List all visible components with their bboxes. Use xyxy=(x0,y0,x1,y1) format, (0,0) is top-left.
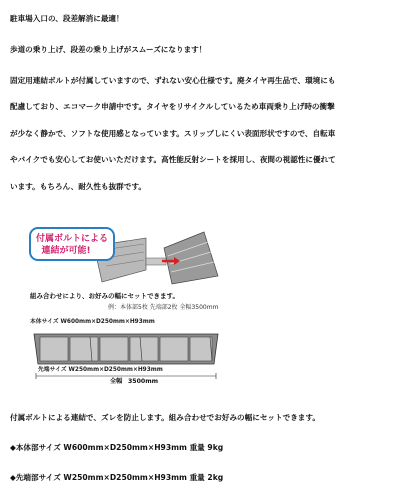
description-line-5: います。もちろん、耐久性も抜群です。 xyxy=(10,182,146,191)
description-line-1: 固定用連結ボルトが付属していますので、ずれない安心仕様です。廃タイヤ再生品で、環境にも xyxy=(10,76,336,85)
ramp-diagram xyxy=(28,224,260,384)
callout-line-1: 付属ボルトによる xyxy=(35,234,109,244)
callout-line-2: 連結が可能! xyxy=(41,246,91,256)
product-figure xyxy=(28,224,260,384)
total-width-value: 3500mm xyxy=(128,378,159,384)
description-line-3: が少なく静かで、ソフトな使用感となっています。スリップしにくい表面形状ですので、自転車 xyxy=(10,129,336,138)
footer-note: 付属ボルトによる連結で、ズレを防止します。組み合わせでお好みの幅にセットできます。 xyxy=(10,413,320,422)
total-width-dimension xyxy=(36,373,216,379)
description-line-4: やバイクでも安心してお使いいただけます。高性能反射シートを採用し、夜間の視認性に優れて xyxy=(10,155,336,164)
description-line-2: 配慮しており、エコマーク申請中です。タイヤをリサイクルしているため車両乗り上げ時の衝撃 xyxy=(10,102,335,111)
example-note: 例：本体部5枚 先端部2枚 全幅3500mm xyxy=(108,304,219,311)
spec-tip: ◆先端部サイズ W250mm×D250mm×H93mm 重量 2kg xyxy=(10,473,224,482)
intro-line-1: 駐車場入口の、段差解消に最適！ xyxy=(10,14,124,23)
spec-body: ◆本体部サイズ W600mm×D250mm×H93mm 重量 9kg xyxy=(10,443,224,452)
total-width-label: 全幅 xyxy=(110,378,123,384)
combination-caption: 組み合わせにより、お好みの幅にセットできます。 xyxy=(30,292,179,300)
assembled-ramp xyxy=(34,334,218,364)
tip-size-label: 先端サイズ W250mm×D250mm×H93mm xyxy=(38,367,163,373)
body-size-label: 本体サイズ W600mm×D250mm×H93mm xyxy=(30,319,155,325)
intro-line-2: 歩道の乗り上げ、段差の乗り上げがスムーズになります！ xyxy=(10,45,207,54)
bolt-callout xyxy=(30,228,114,260)
